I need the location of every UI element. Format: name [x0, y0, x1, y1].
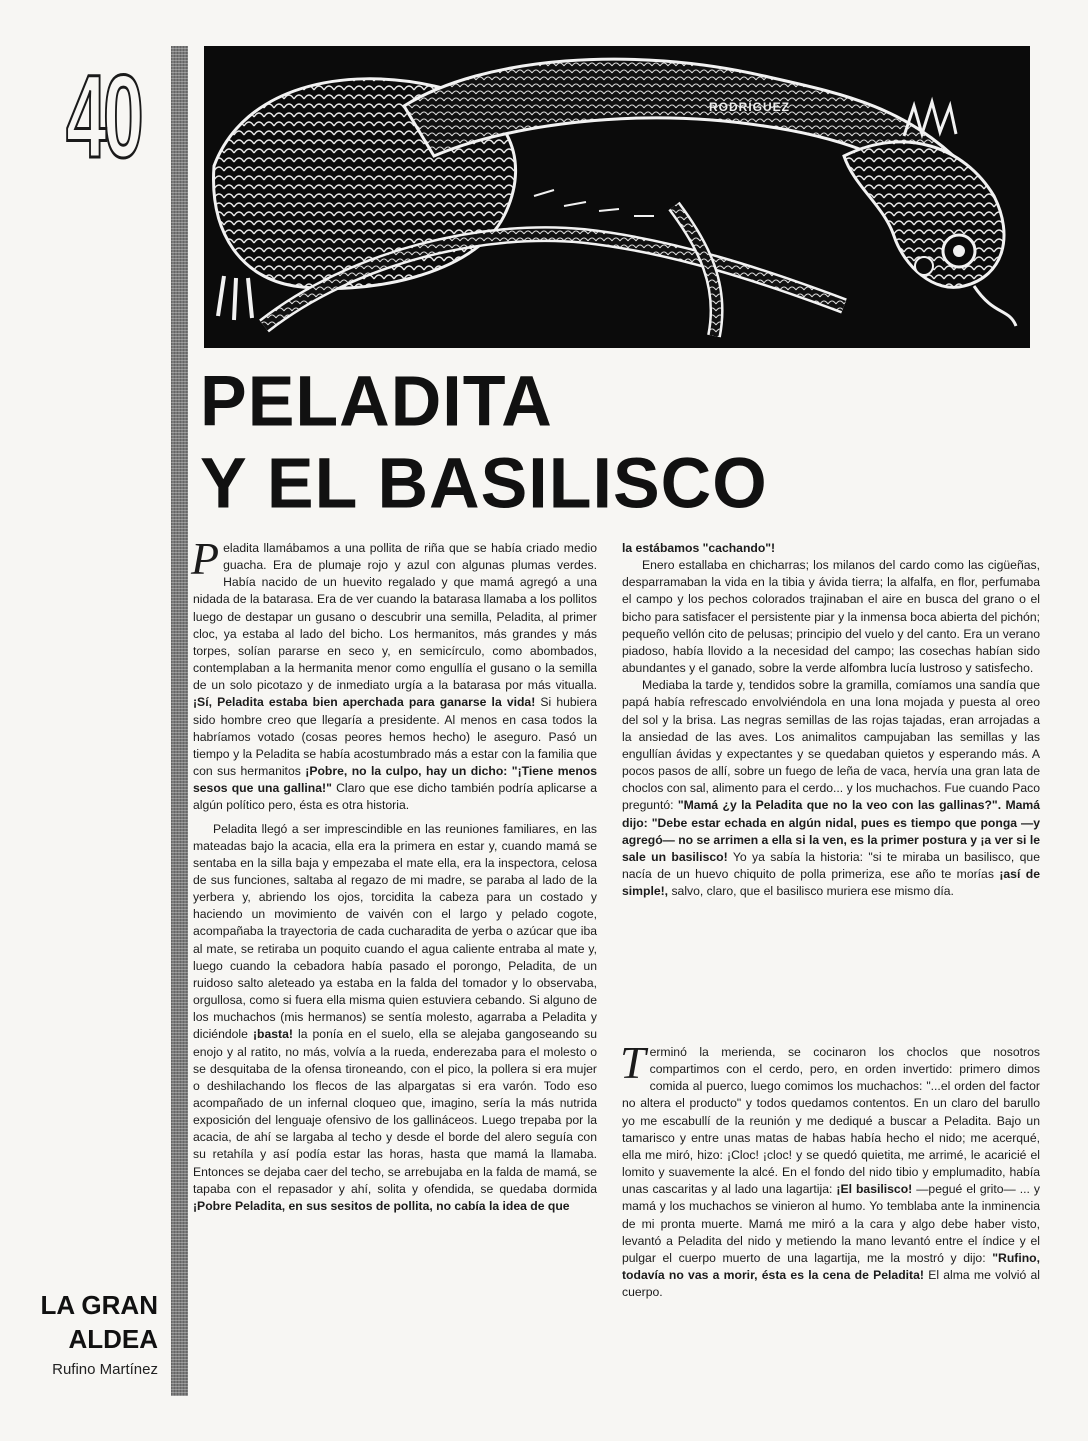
paragraph-continuation: la estábamos "cachando"! — [622, 541, 776, 555]
decorative-sidebar-bar — [171, 46, 188, 1396]
author-name: Rufino Martínez — [52, 1361, 158, 1378]
basilisk-drawing — [204, 46, 1030, 348]
article-column-right-top — [622, 540, 1040, 900]
basilisk-illustration — [204, 46, 1030, 348]
section-name-line-2: ALDEA — [68, 1324, 158, 1354]
illustrator-signature: RODRÍGUEZ — [709, 100, 790, 114]
paragraph-2: Peladita llegó a ser imprescindible en las reuniones familiares, en las mateadas bajo la acacia, ella era la primera en estar y, cuando mamá se sentaba en la silla baja y empezaba el mate ella, era la inspectora, celosa de sus funciones, saltaba al regazo de mi madre, se paraba al lado de la yerbera y, abriendo los ojos, torcidita la cabeza para un costado y haciendo un movimiento de vaivén con el largo y pelado cogote, acompañaba la trayectoria de cada cucharadita de yerba o azúcar que iba al mate, se retiraba un poquito cuando el agua caliente entraba al mate y, luego cuando la cebadora había pasado el porongo, Peladita, de un ruidoso salto aleteado ya estaba en la falda del tomador y lo observaba, orgullosa, como si fuera ella misma quien estuviera cebando. Si alguno de los muchachos (mis hermanos) se sentía molesto, agarraba a Peladita y diciéndole ¡basta! la ponía en el suelo, ella se alejaba gangoseando su enojo y al ratito, no más, volvía a la rueda, enderezaba para el molesto o se desquitaba de la ofensa tironeando, con el pico, la pollera si era mujer o deshilachando los flecos de las alpargatas si era varón. Todo eso acompañado de un infernal cloqueo que, imagino, sería la más nutrida exposición del lenguaje ofensivo de los gallináceos. Luego trepaba por la acacia, de ahí se largaba al techo y desde el borde del alero seguía con su retahíla y así podía estar las horas, hasta que mamá la llamaba. Entonces se dejaba caer del techo, se arrebujaba en la falda de mamá, se tapaba con el repasador y ahí, solita y ofendida, se quedaba dormida ¡Pobre Peladita, en sus sesitos de pollita, no cabía la idea de que — [193, 821, 597, 1213]
article-column-left — [191, 533, 598, 1215]
section-name-line-1: LA GRAN — [40, 1290, 158, 1320]
paragraph-1: Peladita llamábamos a una pollita de riña que se había criado medio guacha. Era de plumaje rojo y azul con algunas plumas verdes. Había nacido de un huevito regalado y que mamá agregó a una nidada de la batarasa. Era de ver cuando la batarasa llamaba a los pollitos luego de destapar un gusano o descubrir una semilla, Peladita, al primer cloc, ya estaba al lado del bicho. Los hermanitos, más grandes y más torpes, solían pararse en seco y, en semicírculo, como abombados, contemplaban a la hermanita menor como engullía el gusano o la semilla de un solo picotazo y de inmediato urgía a la batarasa por más vitualla. ¡Sí, Peladita estaba bien aperchada para ganarse la vida! Si hubiera sido hombre creo que llegaría a presidente. Al menos en casa todos la habríamos votado (cosas peores hemos hecho) le aseguro. Pasó un tiempo y la Peladita se había acostumbrado más a estar con la familia que con sus hermanitos ¡Pobre, no la culpo, hay un dicho: "¡Tiene menos sesos que una gallina!" Claro que ese dicho también podría aplicarse a algún político pero, ésta es otra historia. — [191, 533, 598, 813]
page-number: 40 — [66, 51, 140, 183]
article-column-right-bottom — [620, 1037, 1041, 1301]
drop-cap-2: T — [620, 1037, 646, 1088]
article-title-line-2: Y EL BASILISCO — [200, 443, 768, 523]
paragraph-4: Mediaba la tarde y, tendidos sobre la gramilla, comíamos una sandía que papá había refrescado envolviéndola en una lona mojada y puesta al oreo del sol y la brisa. Las negras semillas de las rojas tajadas, eran arrojadas a la ansiedad de las aves. Los animalitos campujaban las semillas y las engullían ávidas y expectantes y se quedaban quietos y esperando más. A pocos pasos de allí, sobre un fuego de leña de vaca, hervía una gran lata de choclos con sal, alimento para el cerdo... y los muchachos. Fue cuando Paco preguntó: "Mamá ¿y la Peladita que no la veo con las gallinas?". Mamá dijo: "Debe estar echada en algún nidal, pues es tiempo que ponga —y agregó— no se arrimen a ella si la ven, es la primer postura y ¡a ver si le sale un basilisco! Yo ya sabía la historia: "si te miraba un basilisco, que nacía de un huevo chiquito de polla primeriza, ese año te morías ¡así de simple!, salvo, claro, que el basilisco muriera ese mismo día. — [622, 678, 1040, 899]
paragraph-5: Terminó la merienda, se cocinaron los choclos que nosotros compartimos con el cerdo, pero, en orden invertido: primero dimos comida al puerco, luego comimos los muchachos: "...el orden del factor no altera el producto" y todos quedamos contentos. En un claro del barullo yo me escabullí de la reunión y me dediqué a buscar a Peladita. Bajo un tamarisco y entre unas matas de habas había hecho el nido; me acerqué, ella me miró, hizo: ¡Cloc! ¡cloc! y se quedó quietita, me arrimé, le acaricié el lomito y suavemente la alcé. En el fondo del nido tibio y emplumadito, había unas cascaritas y al lado una lagartija: ¡El basilisco! —pegué el grito— ... y mamá y los muchachos se vinieron al humo. Yo temblaba ante la inminencia de mi pronta muerte. Mamá me miró a la cara y algo debe haber visto, levantó a Peladita del nido y metiendo la mano levantó entre el índice y el pulgar el cuerpo muerto de una lagartija, me la mostró y dijo: "Rufino, todavía no vas a morir, ésta es la cena de Peladita! El alma me volvió al cuerpo. — [620, 1037, 1041, 1300]
article-title — [200, 360, 1040, 523]
drop-cap: P — [191, 533, 220, 584]
article-title-line-1: PELADITA — [200, 361, 553, 441]
section-label — [30, 1288, 158, 1380]
paragraph-3: Enero estallaba en chicharras; los milanos del cardo como las cigüeñas, desparramaban la vida en la tibia y ávida tierra; la alfalfa, en flor, perfumaba el campo y los pechos colorados trajinaban el aire en busca del grano o el bicho para satisfacer el persistente piar y la inmensa boca abierta del pichón; pequeño vellón cito de pelusas; principio del vuelo y del canto. Era un verano piadoso, había llovido a la necesidad del campo; las cosechas habían sido abundantes y el ganado, sobre la verde alfombra lucía lustroso y satisfecho. — [622, 558, 1040, 676]
